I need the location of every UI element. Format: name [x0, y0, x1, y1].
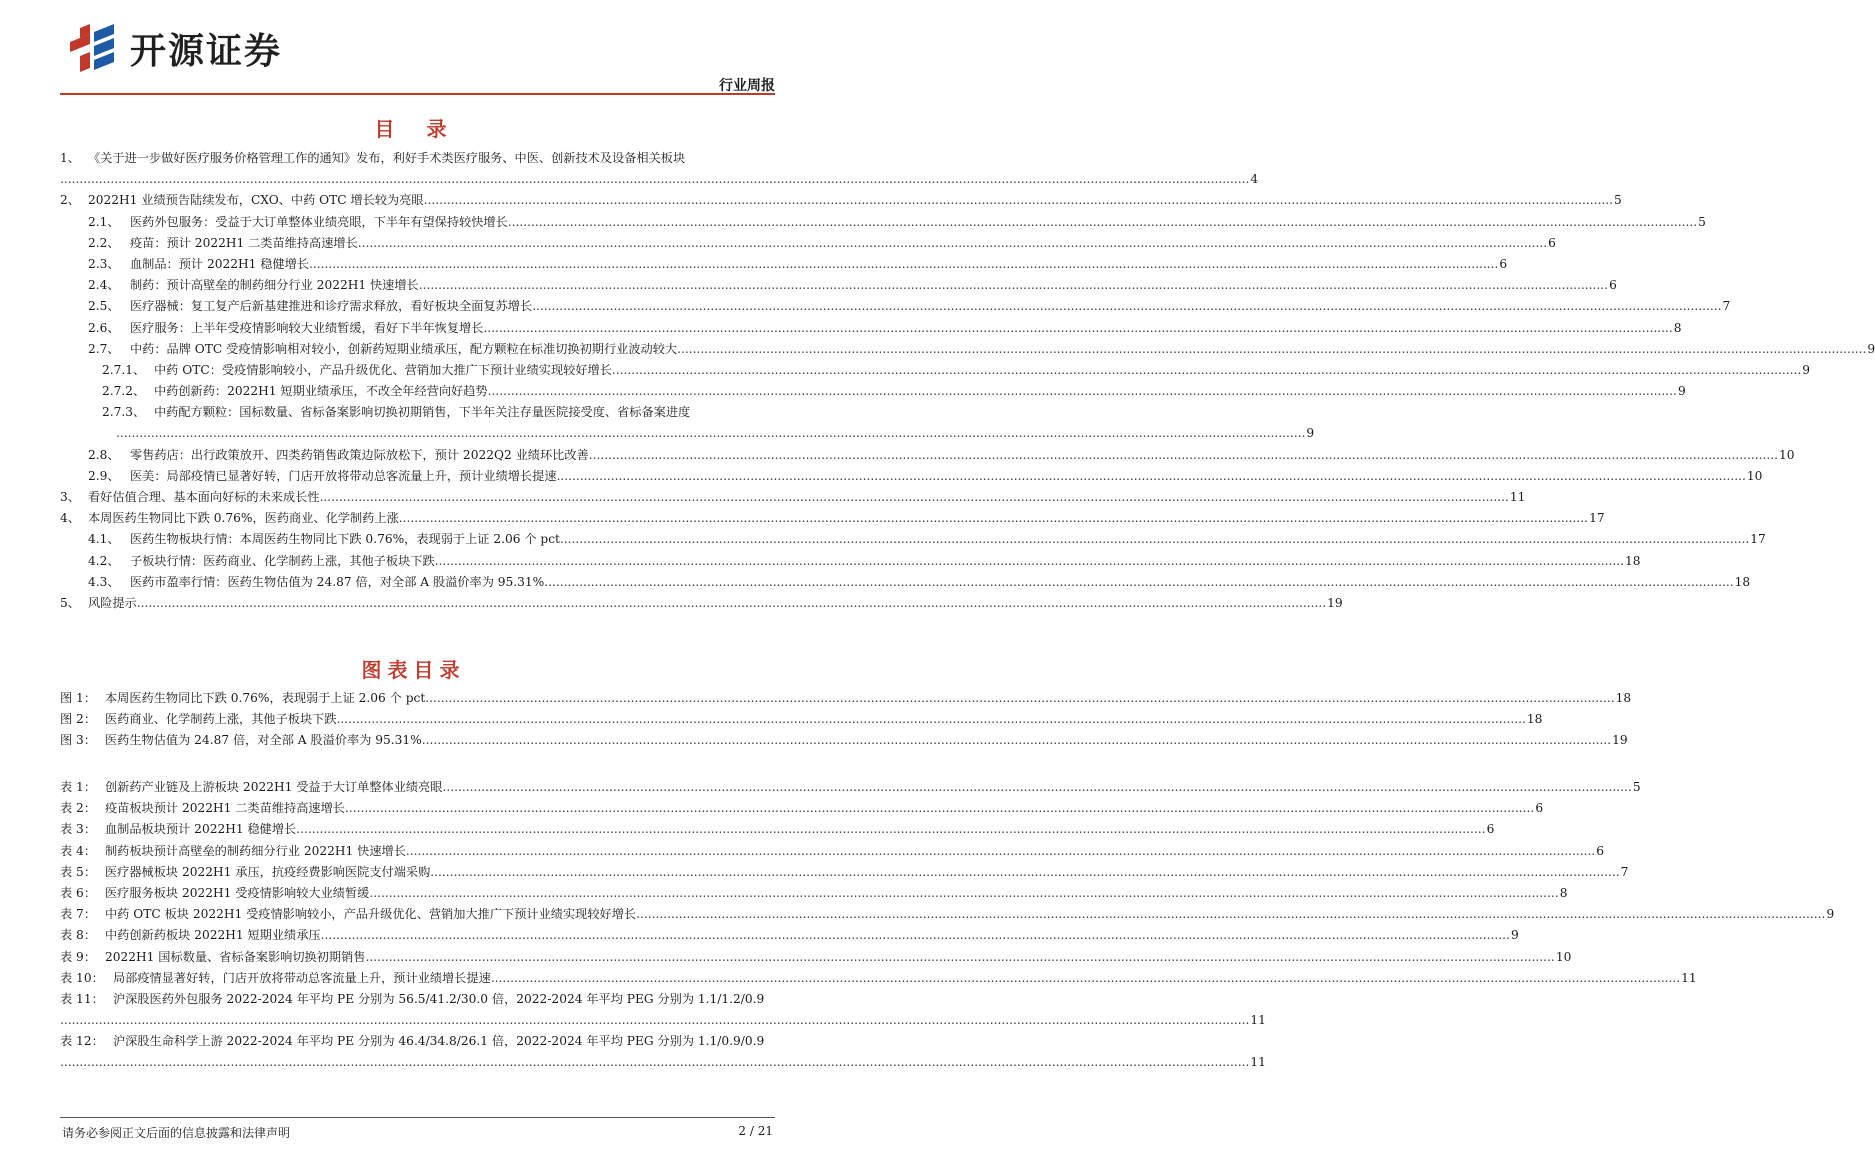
brand-logo [66, 22, 282, 74]
report-type: 行业周报 [719, 78, 775, 94]
table-entry[interactable]: 表 11： 沪深股医药外包服务 2022-2024 年平均 PE 分别为 56.5/41.2/30.0 倍，2022-2024 年平均 PEG 分别为 1.1/1.2/0.9 [60, 991, 765, 1006]
toc-entry[interactable]: 2.8、 零售药店：出行政策放开、四类药销售政策边际放松下，预计 2022Q2 业绩环比改善 ..... 10 [60, 445, 768, 466]
toc-entry[interactable]: 2.7.3、 中药配方颗粒：国标数量、省标备案影响切换初期销售，下半年关注存量医院接受度、省标备案进度 [102, 405, 691, 420]
toc-entry[interactable]: 2.6、 医疗服务：上半年受疫情影响较大业绩暂缓，看好下半年恢复增长 ..... 8 [60, 318, 768, 339]
toc-entry[interactable]: 2.7.2、 中药创新药：2022H1 短期业绩承压，不改全年经营向好趋势 ..... 9 [60, 381, 768, 402]
toc-entry[interactable]: 4、 本周医药生物同比下跌 0.76%，医药商业、化学制药上涨 ..... 17 [60, 508, 768, 529]
figure-list [60, 688, 1632, 752]
table-entry-continuation[interactable]: ..... 11 [60, 1052, 768, 1073]
toc-entry[interactable]: 2.7.1、 中药 OTC：受疫情影响较小，产品升级优化、营销加大推广下预计业绩实现较好增长 ..... 9 [60, 360, 768, 381]
table-entry[interactable]: 表 12： 沪深股生命科学上游 2022-2024 年平均 PE 分别为 46.4/34.8/26.1 倍，2022-2024 年平均 PEG 分别为 1.1/0.9/0.9 [60, 1034, 765, 1049]
footer-divider [60, 1117, 775, 1118]
table-entry[interactable]: 表 3： 血制品板块预计 2022H1 稳健增长 ..... 6 [60, 819, 768, 840]
toc-entry[interactable]: 4.2、 子板块行情：医药商业、化学制药上涨，其他子板块下跌 ..... 18 [60, 551, 768, 572]
page-number: 2 / 21 [738, 1124, 773, 1138]
toc-entry[interactable]: 2.3、 血制品：预计 2022H1 稳健增长 ..... 6 [60, 254, 768, 275]
figure-entry[interactable]: 图 3： 医药生物估值为 24.87 倍，对全部 A 股溢价率为 95.31% ..... 19 [60, 730, 768, 751]
table-entry[interactable]: 表 7： 中药 OTC 板块 2022H1 受疫情影响较小，产品升级优化、营销加大推广下预计业绩实现较好增长 ..... 9 [60, 904, 768, 925]
table-entry[interactable]: 表 10： 局部疫情显著好转，门店开放将带动总客流量上升，预计业绩增长提速 ..... 11 [60, 968, 768, 989]
toc-entry[interactable]: 2.4、 制药：预计高壁垒的制药细分行业 2022H1 快速增长 ..... 6 [60, 275, 768, 296]
toc-entry[interactable]: 2.1、 医药外包服务：受益于大订单整体业绩亮眼，下半年有望保持较快增长 ..... 5 [60, 212, 768, 233]
table-entry[interactable]: 表 8： 中药创新药板块 2022H1 短期业绩承压 ..... 9 [60, 925, 768, 946]
table-entry[interactable]: 表 4： 制药板块预计高壁垒的制药细分行业 2022H1 快速增长 ..... 6 [60, 841, 768, 862]
toc-entry[interactable]: 4.3、 医药市盈率行情：医药生物估值为 24.87 倍，对全部 A 股溢价率为 95.31% ..... 18 [60, 572, 768, 593]
figure-entry[interactable]: 图 1： 本周医药生物同比下跌 0.76%，表现弱于上证 2.06 个 pct ..... 18 [60, 688, 768, 709]
table-entry[interactable]: 表 5： 医疗器械板块 2022H1 承压，抗疫经费影响医院支付端采购 ..... 7 [60, 862, 768, 883]
header-divider [60, 93, 775, 95]
figure-index-title: 图表目录 [361, 658, 466, 682]
toc-entry-continuation[interactable]: ..... 4 [60, 169, 768, 190]
toc-entry[interactable]: 2.2、 疫苗：预计 2022H1 二类苗维持高速增长 ..... 6 [60, 233, 768, 254]
toc-entry[interactable]: 5、 风险提示 ..... 19 [60, 593, 768, 614]
table-entry[interactable]: 表 2： 疫苗板块预计 2022H1 二类苗维持高速增长 ..... 6 [60, 798, 768, 819]
footer-disclaimer: 请务必参阅正文后面的信息披露和法律声明 [62, 1126, 291, 1140]
toc-list [60, 148, 1875, 614]
toc-title: 目 录 [374, 117, 453, 141]
toc-entry[interactable]: 2、 2022H1 业绩预告陆续发布，CXO、中药 OTC 增长较为亮眼 ..... 5 [60, 190, 768, 211]
toc-entry[interactable]: 1、 《关于进一步做好医疗服务价格管理工作的通知》发布，利好手术类医疗服务、中医、创新技术及设备相关板块 [60, 151, 686, 165]
toc-entry[interactable]: 2.5、 医疗器械：复工复产后新基建推进和诊疗需求释放，看好板块全面复苏增长 ..... 7 [60, 296, 768, 317]
toc-entry-continuation[interactable]: ..... 9 [60, 423, 768, 444]
logo-mark-icon [66, 22, 120, 74]
figure-entry[interactable]: 图 2： 医药商业、化学制药上涨，其他子板块下跌 ..... 18 [60, 709, 768, 730]
table-list [60, 777, 1835, 1074]
table-entry-continuation[interactable]: ..... 11 [60, 1010, 768, 1031]
toc-entry[interactable]: 4.1、 医药生物板块行情：本周医药生物同比下跌 0.76%，表现弱于上证 2.06 个 pct ..... 17 [60, 529, 768, 550]
table-entry[interactable]: 表 1： 创新药产业链及上游板块 2022H1 受益于大订单整体业绩亮眼 ..... 5 [60, 777, 768, 798]
toc-entry[interactable]: 3、 看好估值合理、基本面向好标的未来成长性 ..... 11 [60, 487, 768, 508]
table-entry[interactable]: 表 6： 医疗服务板块 2022H1 受疫情影响较大业绩暂缓 ..... 8 [60, 883, 768, 904]
toc-entry[interactable]: 2.7、 中药：品牌 OTC 受疫情影响相对较小，创新药短期业绩承压，配方颗粒在标准切换初期行业波动较大 ..... 9 [60, 339, 768, 360]
brand-name: 开源证券 [130, 30, 283, 72]
table-entry[interactable]: 表 9： 2022H1 国标数量、省标备案影响切换初期销售 ..... 10 [60, 947, 768, 968]
toc-entry[interactable]: 2.9、 医美：局部疫情已显著好转，门店开放将带动总客流量上升，预计业绩增长提速 ..... 10 [60, 466, 768, 487]
